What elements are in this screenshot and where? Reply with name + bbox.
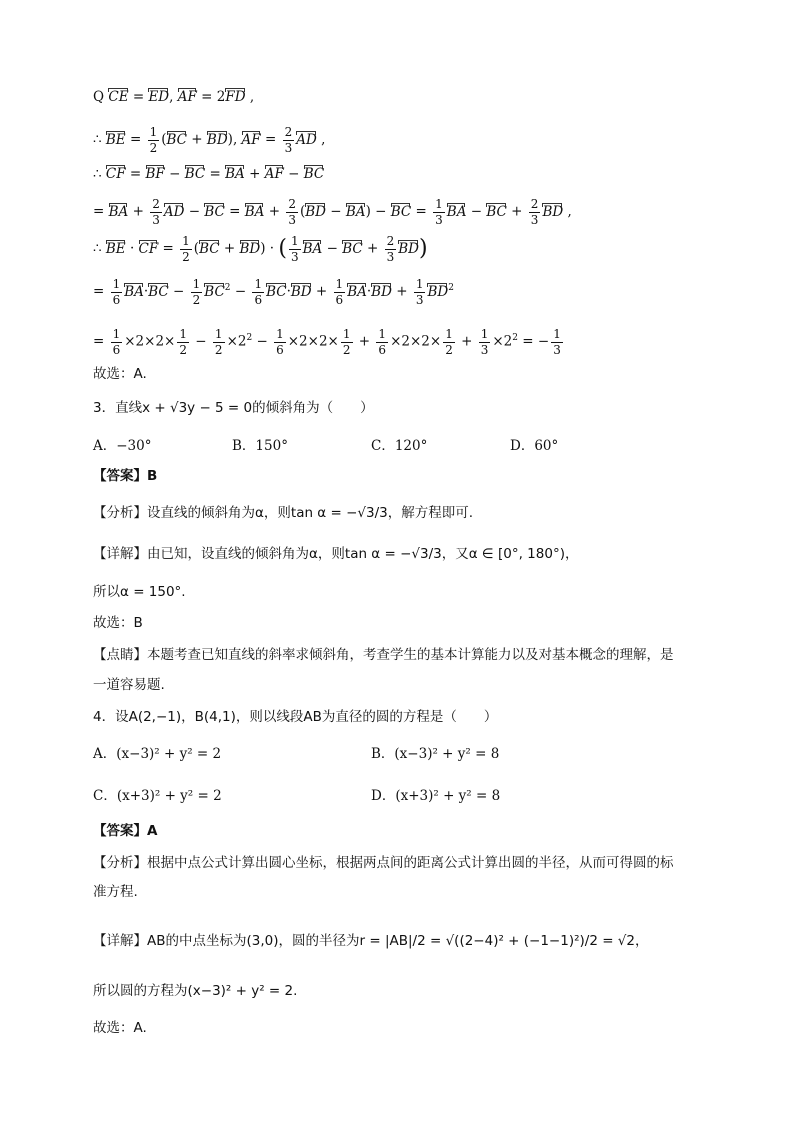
math-line-7: = $\frac{1}{6}$ ×2×2× $\frac{1}{2}$ − $\frac{1}{2}$ $\times 2^2$ − $\frac{1}{6}$ ×2×2× $\frac{1}{2}$ + $\frac{1}{6}$ ×2×2× $\frac{1}{2}$ + $\frac{1}{3}$ $\times 2^2$ = − $\frac{1}{3}$ — [93, 327, 561, 357]
q3-option-d: D．60° — [510, 438, 559, 454]
q4-result: 所以圆的方程为(x−3)² + y² = 2. — [93, 983, 298, 999]
q3-stem: 3．直线x + √3y − 5 = 0的倾斜角为（ ） — [93, 400, 374, 416]
q4-analysis-line-1: 【分析】根据中点公式计算出圆心坐标，根据两点间的距离公式计算出圆的半径，从而可得圆的标 — [93, 855, 674, 871]
q3-detail: 【详解】由已知，设直线的倾斜角为α，则tan α = −√3/3，又α ∈ [0°, 180°)， — [93, 546, 579, 562]
math-line-6: = $\frac{1}{6}$ BA·BC − $\frac{1}{2}$ $BC^2$ − $\frac{1}{6}$ BC·BD + $\frac{1}{6}$ BA·BD + $\frac{1}{3}$ $BD^2$ — [93, 277, 454, 307]
q4-option-c: C．(x+3)² + y² = 2 — [93, 788, 222, 804]
q3-analysis: 【分析】设直线的倾斜角为α，则tan α = −√3/3，解方程即可. — [93, 505, 474, 521]
q4-choice: 故选：A. — [93, 1020, 147, 1036]
math-line-4: = BA + $\frac{2}{3}$ AD − BC = BA + $\frac{2}{3}$ (BD − BA) − BC = $\frac{1}{3}$ BA − BC + $\frac{2}{3}$ BD , — [93, 197, 572, 227]
q4-option-a: A．(x−3)² + y² = 2 — [93, 746, 222, 762]
q4-option-b: B．(x−3)² + y² = 8 — [371, 746, 500, 762]
math-line-3: ∴ CF = BF − BC = BA + AF − BC — [93, 166, 325, 182]
math-line-1: Q CE = ED, AF = 2FD , — [93, 89, 255, 105]
q3-choice: 故选：B — [93, 615, 143, 631]
q3-comment-line-2: 一道容易题. — [93, 677, 165, 693]
q4-answer: 【答案】A — [93, 823, 158, 839]
q3-answer: 【答案】B — [93, 468, 158, 484]
q3-comment-line-1: 【点睛】本题考查已知直线的斜率求倾斜角，考查学生的基本计算能力以及对基本概念的理解，是 — [93, 647, 674, 663]
math-line-5: ∴ BE · CF = $\frac{1}{2}$ (BC + BD) · ( $\frac{1}{3}$ BA − BC + $\frac{2}{3}$ BD) — [93, 234, 428, 264]
math-line-2: ∴ BE = $\frac{1}{2}$ (BC + BD), AF = $\frac{2}{3}$ AD , — [93, 125, 326, 155]
prev-choice: 故选：A. — [93, 366, 147, 382]
q4-analysis-line-2: 准方程. — [93, 884, 138, 900]
q4-option-d: D．(x+3)² + y² = 8 — [371, 788, 501, 804]
q3-option-c: C．120° — [371, 438, 428, 454]
q3-result: 所以α = 150°. — [93, 584, 186, 600]
q4-stem: 4．设A(2,−1)，B(4,1)，则以线段AB为直径的圆的方程是（ ） — [93, 709, 498, 725]
q3-option-a: A．−30° — [93, 438, 152, 454]
q4-detail: 【详解】AB的中点坐标为(3,0)，圆的半径为r = |AB|/2 = √((2−4)² + (−1−1)²)/2 = √2， — [93, 933, 649, 949]
q3-option-b: B．150° — [232, 438, 288, 454]
